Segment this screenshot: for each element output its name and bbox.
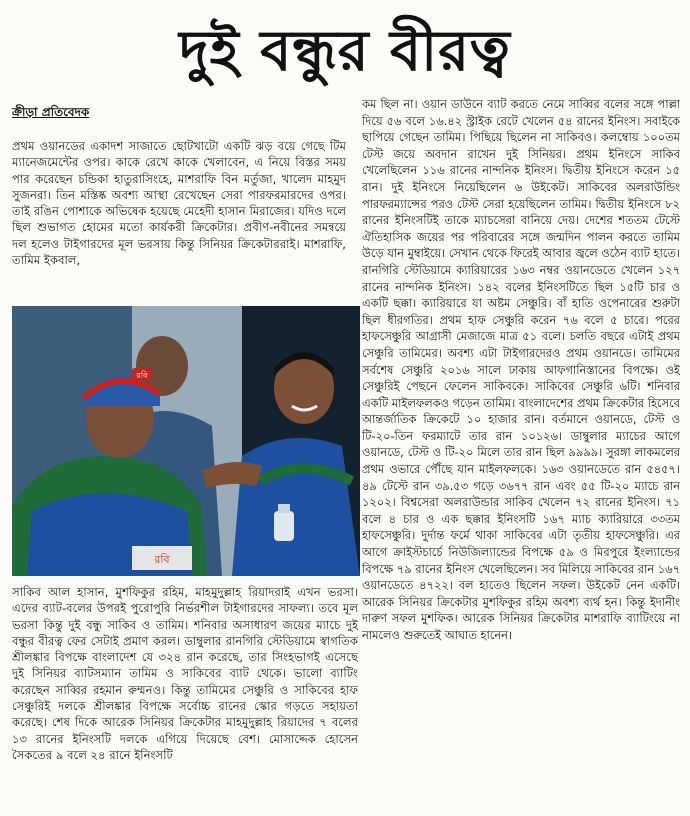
paragraph: সাকিব আল হাসান, মুশফিকুর রহিম, মাহমুদুল্লাহ রিয়াদরাই এখন ভরসা। এদের ব্যাট-বলের উপরই পুরোপুরি নির্ভরশীল টাইগারদের সাফল্য। তবে মূল ভরসা কিন্তু দুই বন্ধু সাকিব ও তামিম। শনিবার অসাধারণ জয়ের ম্যাচে দুই বন্ধুর বীরত্ব ফের সেটাই প্রমাণ করল। ডাম্বুলার রানগিরি স্টেডিয়ামে স্বাগতিক শ্রীলঙ্কার বিপক্ষে বাংলাদেশ যে ৩২৪ রান করেছে, তার সিংহভাগই এসেছে দুই সিনিয়র ব্যাটসম্যান তামিম ও সাকিবের ব্যাট থেকে। ভালো ব্যাটিং করেছেন সাব্বির রহমান রুম্মনও। কিন্তু তামিমের সেঞ্চুরি ও সাকিবের হাফ সেঞ্চুরিই দলকে শ্রীলঙ্কার বিপক্ষে সর্বোচ্চ রানের স্কোর গড়তে সহায়তা করেছে। শেষ দিকে আরেক সিনিয়র ক্রিকেটার মাহমুদুল্লাহ রিয়াদের ৭ বলের ১৩ রানের ইনিংসটি দলকে এগিয়ে দিয়েছে বেশ। মোসাদ্দেক হোসেন সৈকতের ৯ বলে ২৪ রানে ইনিংসটি: [12, 585, 358, 762]
right-column-text: [362, 96, 680, 814]
paragraph: প্রথম ওয়ানডের একাদশ সাজাতে ছোটখাটো একটি ঝড় বয়ে গেছে টিম ম্যানেজমেন্টের ওপর। কাকে রেখে কাকে খেলাবেন, এ নিয়ে বিস্তর সময় পার করেছেন চন্ডিকা হাতুরাসিংহে, মাশরাফি বিন মর্তুজা, খালেদ মাহমুদ সুজনরা। তিন মস্তিষ্ক অবশ্য আস্থা রেখেছেন সেরা পারফরমারদের ওপর। তাই রঙিন পোশাকে অভিষেক হয়েছে মেহেদী হাসান মিরাজের। যদিও দলে ছিল শুভাগত হোমের মতো কার্যকরী ক্রিকেটার। প্রবীণ-নবীনের সমন্বয়ে দল হলেও টাইগারদের মূল ভরসায় কিন্তু সিনিয়র ক্রিকেটাররাই। মাশরাফি, তামিম ইকবাল,: [12, 139, 346, 268]
svg-text:রবি: রবি: [136, 371, 148, 380]
svg-text:রবি: রবি: [154, 553, 170, 566]
headline: দুই বন্ধুর বীরত্ব: [179, 18, 511, 84]
cropped-header-strip: [0, 0, 690, 8]
cricketers-photo: [12, 306, 360, 576]
byline: ক্রীড়া প্রতিবেদক: [12, 105, 90, 119]
paragraph: কম ছিল না। ওয়ান ডাউনে ব্যাট করতে নেমে সাব্বির বলের সঙ্গে পাল্লা দিয়ে ৫৬ বলে ১৬.৪২ স্ট্রাইক রেটে খেলেন ৫৪ রানের ইনিংস। সবাইকে ছাপিয়ে গেছেন তামিম। পিছিয়ে ছিলেন না সাকিবও। কলম্বোয় ১০০তম টেস্ট জয়ে অবদান রাখেন দুই সিনিয়র। প্রথম ইনিংসে সাকিব খেলেছিলেন ১১৬ রানের নান্দনিক ইনিংস। দ্বিতীয় ইনিংসে করেন ১৫ রান। দুই ইনিংসে নিয়েছিলেন ৬ উইকেট। সাকিবের অলরাউন্ডিং পারফরম্যান্সের পরও টেস্ট সেরা হয়েছিলেন তামিম। দ্বিতীয় ইনিংসে ৮২ রানের ইনিংসটিই তাকে ম্যাচসেরা বানিয়ে দেয়। দেশের শততম টেস্টে ঐতিহাসিক জয়ের পর পরিবারের সঙ্গে জন্মদিন পালন করতে তামিম উড়ে যান মুম্বাইয়ে। সেখান থেকে ফিরেই আবার জ্বলে ওঠেন ব্যাট হাতে। রানগিরি স্টেডিয়ামে ক্যারিয়ারের ১৬৩ নম্বর ওয়ানডেতে খেলেন ১২৭ রানের নান্দনিক ইনিংস। ১৪২ বলের ইনিংসটিতে ছিল ১৫টি চার ও একটি ছক্কা। ক্যারিয়ারে যা অষ্টম সেঞ্চুরি। বাঁ হাতি ওপেনারের শুরুটা ছিল ধীরগতির। প্রথম হাফ সেঞ্চুরি করেন ৭৬ বলে ৫ চারে। পরের হাফসেঞ্চুরি আগ্রাসী মেজাজে মাত্র ৫১ বলে। চলতি বছরে এটাই প্রথম সেঞ্চুরি তামিমের। অবশ্য এটা টাইগারদেরও প্রথম ওয়ানডে। তামিমের সর্বশেষ সেঞ্চুরি ২০১৬ সালে ঢাকায় আফগানিস্তানের বিপক্ষে। ওই সেঞ্চুরিই পেছনে ফেলেন সাকিবকে। সাকিবের সেঞ্চুরি ৬টি। শনিবার একটি মাইলফলকও গড়েন তামিম। বাংলাদেশের প্রথম ক্রিকেটার হিসেবে আন্তর্জাতিক ক্রিকেটে ১০ হাজার রান। বর্তমানে ওয়ানডে, টেস্ট ও টি-২০-তিন ফরম্যাটে তার রান ১০১২৬। ডাম্বুলার ম্যাচের আগে ওয়ানডে, টেস্ট ও টি-২০ মিলে তার রান ছিল ৯৯৯৯। সুরঙ্গা লাকমলের প্রথম ওভারে পৌঁছে যান মাইলফলকে। ১৬৩ ওয়ানডেতে রান ৫৪৫৭। ৪৯ টেস্টে রান ৩৯.৫৩ গড়ে ৩৬৭৭ রান এবং ৫৫ টি-২০ ম্যাচে রান ১২০২। বিশ্বসেরা অলরাউন্ডার সাকিব খেলেন ৭২ রানের ইনিংস। ৭১ বলে ৪ চার ও এক ছক্কার ইনিংসটি ১৬৭ ম্যাচ ক্যারিয়ারে ৩৩তম হাফসেঞ্চুরি। দুর্দান্ত ফর্মে থাকা সাকিবের এটা তৃতীয় হাফসেঞ্চুরি। এর আগে ক্রাইস্টচার্চে নিউজিল্যান্ডের বিপক্ষে ৫৯ ও মিরপুরে ইংল্যান্ডের বিপক্ষে ৭৯ রানের ইনিংস খেলেছিলেন। সব মিলিয়ে সাকিবের রান ১৬৭ ওয়ানডেতে ৪৭২২। বল হাতেও ছিলেন সফল। উইকেট নেন একটি। আরেক সিনিয়র ক্রিকেটার মুশফিকুর রহিম অবশ্য ব্যর্থ হন। কিন্তু ইদানীং দারুণ সফল মুশফিক। আরেক সিনিয়র ক্রিকেটার মাশরাফি ব্যাটিংয়ে না নামলেও শুরুতেই আঘাত হানেন।: [362, 97, 680, 642]
photo-illustration: [12, 306, 360, 576]
left-top-text: [12, 138, 346, 300]
bottom-left-text: [12, 584, 358, 812]
